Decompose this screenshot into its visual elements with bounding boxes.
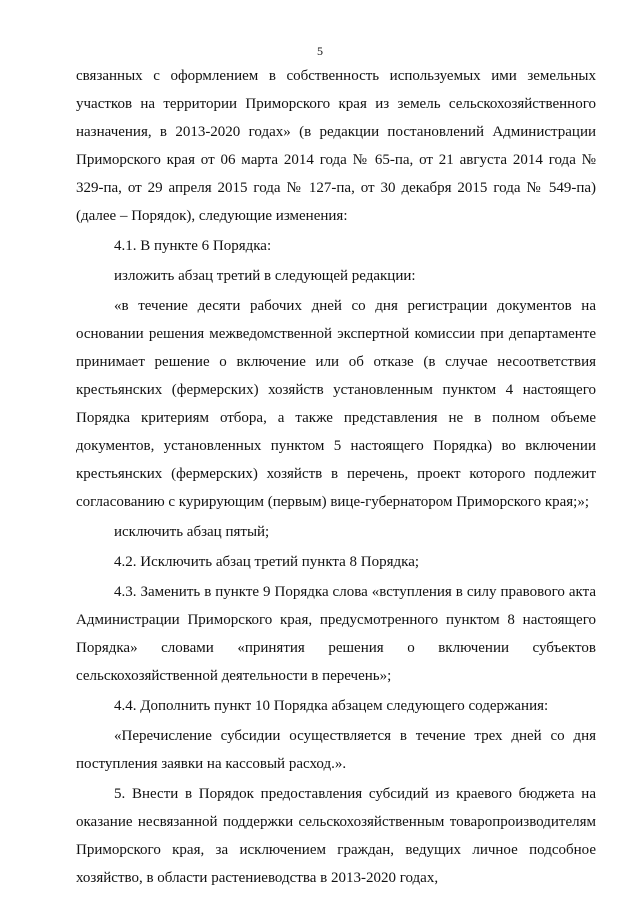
paragraph-4-2: 4.2. Исключить абзац третий пункта 8 Порядка; <box>114 554 420 570</box>
paragraph-4-1-instruction: изложить абзац третий в следующей редакции: <box>114 268 416 284</box>
paragraph-4-1-new-text: «в течение десяти рабочих дней со дня регистрации документов на основании решения межведомственной экспертной комиссии при департаменте принимает решение о включение или об отказе (в случае несоответствия крестьянских (фермерских) хозяйств установленным пунктом 4 настоящего Порядка критериям отбора, а также представления не в полном объеме документов, установленных пунктом 5 настоящего Порядка) во включении крестьянских (фермерских) хозяйств в перечень, проект которого подлежит согласованию с курирующим (первым) вице-губернатором Приморского края;»; <box>76 298 596 510</box>
paragraph-4-1-exclude: исключить абзац пятый; <box>114 524 270 540</box>
paragraph-4-3: 4.3. Заменить в пункте 9 Порядка слова «вступления в силу правового акта Администрации Приморского края, предусмотренного пунктом 8 настоящего Порядка» словами «принятия решения о включении субъектов сельскохозяйственной деятельности в перечень»; <box>76 584 596 684</box>
page-number: 5 <box>317 44 323 58</box>
paragraph-5: 5. Внести в Порядок предоставления субсидий из краевого бюджета на оказание несвязанной поддержки сельскохозяйственным товаропроизводителям Приморского края, за исключением граждан, ведущих личное подсобное хозяйство, в области растениеводства в 2013-2020 годах, <box>76 786 596 886</box>
paragraph-4-4: 4.4. Дополнить пункт 10 Порядка абзацем следующего содержания: <box>114 698 549 714</box>
paragraph-4-4-new-text: «Перечисление субсидии осуществляется в течение трех дней со дня поступления заявки на кассовый расход.». <box>76 728 596 772</box>
paragraph-4-1: 4.1. В пункте 6 Порядка: <box>114 238 272 254</box>
document-body <box>76 62 596 892</box>
paragraph-intro-continuation: связанных с оформлением в собственность используемых ими земельных участков на территории Приморского края из земель сельскохозяйственного назначения, в 2013-2020 годах» (в редакции постановлений Администрации Приморского края от 06 марта 2014 года № 65-па, от 21 августа 2014 года № 329-па, от 29 апреля 2015 года № 127-па, от 30 декабря 2015 года № 549-па) (далее – Порядок), следующие изменения: <box>76 68 596 224</box>
